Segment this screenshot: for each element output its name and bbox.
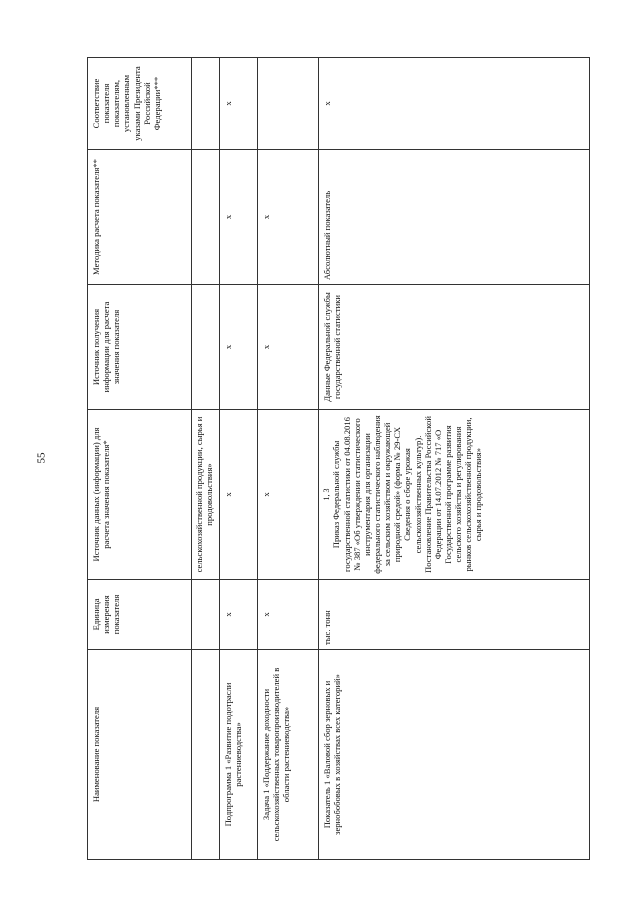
indicator-method: Абсолютный показатель [319,150,590,285]
task-name: Задача 1 «Поддержание доходности сельскохозяйственных товаропроизводителей в области растениеводства» [258,650,319,860]
task-method: х [258,150,319,285]
subprogram-row [220,58,258,860]
indicator-info-source: Данные Федеральной службы государственной статистики [319,285,590,410]
header-info-source: Источник получения информации для расчета значения показателя [88,285,192,410]
header-compliance: Соответствие показателя показателям, установленным указами Президента Российской Федерации*** [88,58,192,150]
indicator-data-source-cell [319,410,590,580]
header-row [88,58,192,860]
indicator-compliance: х [319,58,590,150]
header-unit: Единица измерения показателя [88,580,192,650]
indicator-data-source-order: Приказ Федеральной службы государственной статистики от 04.08.2016 № 387 «Об утверждении статистического инструментария для организации федерального статистического наблюдения за сельским хозяйством и окружающей природной средой» (форма № 29-СХ Сведения о сборе урожая сельскохозяйственных культур). [331,415,423,574]
subprogram-data-source: х [220,410,258,580]
rotated-table-frame [87,58,585,860]
continuation-row [192,58,220,860]
continuation-data-source: сельскохозяйственной продукции, сырья и продовольствия» [192,410,220,580]
task-compliance [258,58,319,150]
task-unit: х [258,580,319,650]
indicator-row [319,58,590,860]
subprogram-unit: х [220,580,258,650]
subprogram-name: Подпрограмма 1 «Развитие подотрасли растениеводства» [220,650,258,860]
subprogram-info-source: х [220,285,258,410]
header-data-source: Источник данных (информации) для расчета значения показателя* [88,410,192,580]
continuation-unit [192,580,220,650]
indicator-name: Показатель 1 «Валовой сбор зерновых и зернобобовых в хозяйствах всех категорий» [319,650,590,860]
indicator-data-source-decree: Постановление Правительства Российской Федерации от 14.07.2012 № 717 «О Государственной программе развития сельского хозяйства и регулирования рынков сельскохозяйственной продукции, сырья и продовольствия» [422,416,484,573]
page-number: 55 [35,452,48,464]
header-method: Методика расчета показателя** [88,150,192,285]
continuation-compliance [192,58,220,150]
task-data-source: х [258,410,319,580]
indicators-table [87,57,590,860]
task-info-source: х [258,285,319,410]
task-row [258,58,319,860]
subprogram-method: х [220,150,258,285]
indicator-unit: тыс. тонн [319,580,590,650]
indicator-data-source-code: 1, 3 [322,488,331,501]
continuation-method [192,150,220,285]
subprogram-compliance: х [220,58,258,150]
continuation-info-source [192,285,220,410]
header-name: Наименование показателя [88,650,192,860]
continuation-name [192,650,220,860]
